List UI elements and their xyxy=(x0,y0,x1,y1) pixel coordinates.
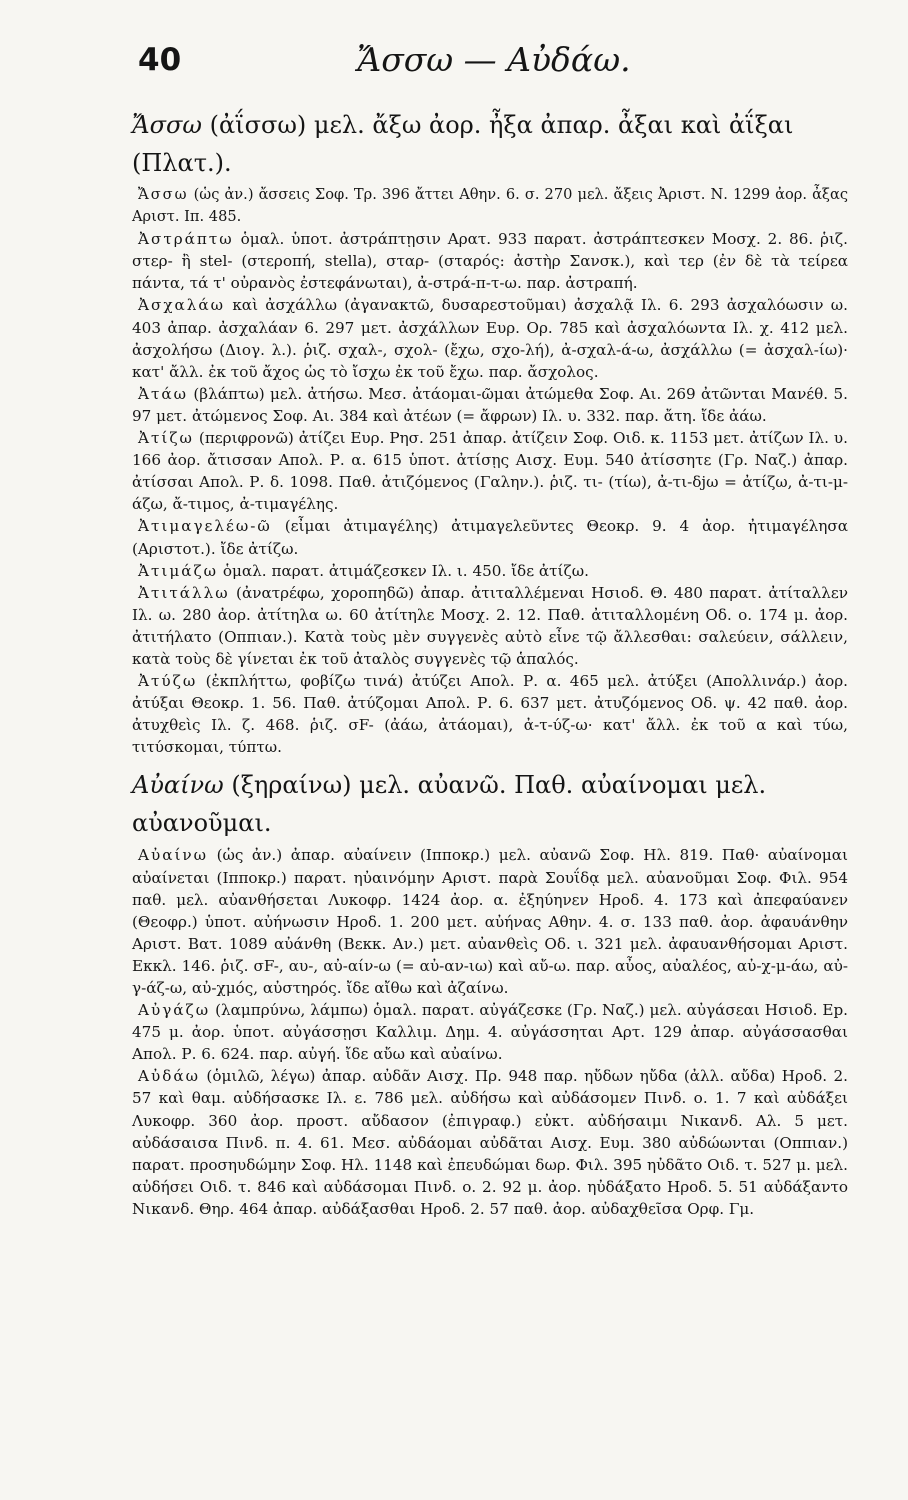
dictionary-entry xyxy=(132,383,848,427)
entry-text: (ὁμιλῶ, λέγω) ἀπαρ. αὐδᾶν Αισχ. Πρ. 948 παρ. ηὔδων ηὔδα (ἀλλ. αὔδα) Ηροδ. 2. 57 καὶ θαμ. αὐδήσασκε Ιλ. ε. 786 μελ. αὐδήσω καὶ αὐδάσομεν Πινδ. ο. 1. 7 καὶ αὐδάξει Λυκοφρ. 360 ἀορ. προστ. αὔδασον (ἐπιγραφ.) εὐκτ. αὐδήσαιμι Νικανδ. Αλ. 5 μετ. αὐδάσαισα Πινδ. π. 4. 61. Μεσ. αὐδάομαι αὐδᾶται Αισχ. Ευμ. 380 αὐδώωνται (Οππιαν.) παρατ. προσηυδώμην Σοφ. Ηλ. 1148 καὶ ἐπευδώμαι δωρ. Φιλ. 395 ηὐδᾶτο Οιδ. τ. 527 μ. μελ. αὐδήσει Οιδ. τ. 846 καὶ αὐδάσομαι Πινδ. ο. 2. 92 μ. ἀορ. ηὐδάξατο Ηροδ. 5. 51 αὐδάξαντο Νικανδ. Θηρ. 464 ἀπαρ. αὐδάξασθαι Ηροδ. 2. 57 παθ. ἀορ. αὐδαχθεῖσα Ορφ. Γμ. xyxy=(132,1067,848,1218)
dictionary-entry xyxy=(132,844,848,999)
entry-lemma: Αὐαίνω xyxy=(138,846,209,865)
entry-text: (ὡς ἀν.) ἀπαρ. αὐαίνειν (Ιπποκρ.) μελ. αὐανῶ Σοφ. Ηλ. 819. Παθ· αὐαίνομαι αὐαίνεται (Ιπποκρ.) παρατ. ηὐαινόμην Αριστ. παρὰ Σουΐδᾳ μελ. αὐανοῦμαι Σοφ. Φιλ. 954 παθ. μελ. αὐανθήσεται Λυκοφρ. 1424 ἀορ. α. ἐξηύηνεν Ηροδ. 4. 173 καὶ ἀπεφαύανεν (Θεοφρ.) ὑποτ. αὐήνωσιν Ηροδ. 1. 200 μετ. αὐήνας Αθην. 4. σ. 133 παθ. ἀορ. ἀφαυάνθην Αριστ. Βατ. 1089 αὐάνθη (Βεκκ. Αν.) μετ. αὐανθεὶς Οδ. ι. 321 μελ. ἀφαυανθήσομαι Αριστ. Εκκλ. 146. ῥιζ. σF-, αυ-, αὐ-αίν-ω (= αὐ-αν-ιω) καὶ αὔ-ω. παρ. αὖος, αὐαλέος, αὐ-χ-μ-άω, αὐ-γ-άζ-ω, αὐ-χμός, αὐστηρός. ἴδε αἴθω καὶ ἀζαίνω. xyxy=(132,846,848,997)
section-headword: Αὐαίνω xyxy=(132,771,224,800)
dictionary-entry xyxy=(132,582,848,670)
running-title: Ἄσσω — Αὐδάω. xyxy=(357,40,631,79)
entry-text: (ἀνατρέφω, χοροπηδῶ) ἀπαρ. ἀτιταλλέμεναι Ησιοδ. Θ. 480 παρατ. ἀτίταλλεν Ιλ. ω. 280 ἀορ. ἀτίτηλα ω. 60 ἀτίτηλε Μοσχ. 2. 12. Παθ. ἀτιταλλομένη Οδ. ο. 174 μ. ἀορ. ἀτιτήλατο (Οππιαν.). Κατὰ τοὺς μὲν συγγενὲς αὐτὸ εἶνε τῷ ἄλλεσθαι: σαλεύειν, σάλλειν, κατὰ τοὺς δὲ γίνεται ἐκ τοῦ ἀταλὸς συγγενὲς τῷ ἁπαλός. xyxy=(132,583,848,668)
dictionary-entry xyxy=(132,670,848,758)
dictionary-entry xyxy=(132,515,848,559)
entry-lemma: Ἀτιτάλλω xyxy=(138,583,230,602)
entry-lemma: Ἀτιμαγελέω-ῶ xyxy=(138,517,272,536)
entry-text: (λαμπρύνω, λάμπω) ὁμαλ. παρατ. αὐγάζεσκε (Γρ. Ναζ.) μελ. αὐγάσεαι Ησιοδ. Εp. 475 μ. ἀορ. ὑποτ. αὐγάσσῃσι Καλλιμ. Δημ. 4. αὐγάσσηται Αρτ. 129 ἀπαρ. αὐγάσσασθαι Απολ. Ρ. 6. 624. παρ. αὐγή. ἴδε αὔω καὶ αὐαίνω. xyxy=(132,1001,848,1064)
entry-lemma: Ἄσσω xyxy=(138,186,189,203)
entry-lemma: Ἀτιμάζω xyxy=(138,561,219,580)
section-headline xyxy=(132,106,848,182)
dictionary-entry xyxy=(132,228,848,294)
entry-lemma: Ἀτάω xyxy=(138,384,189,403)
entry-lemma: Ἀστράπτω xyxy=(138,230,234,249)
section-headline xyxy=(132,766,848,842)
section-headword: Ἄσσω xyxy=(132,111,202,139)
section-headline-text: (ἀΐσσω) μελ. ἄξω ἀορ. ἦξα ἀπαρ. ἆξαι καὶ ἀΐξαι (Πλατ.). xyxy=(132,111,794,177)
dictionary-entry xyxy=(132,294,848,382)
page-number: 40 xyxy=(138,42,182,78)
entry-text: (ἐκπλήττω, φοβίζω τινά) ἀτύζει Απολ. Ρ. α. 465 μελ. ἀτύξει (Απολλινάρ.) ἀορ. ἀτύξαι Θεοκρ. 1. 56. Παθ. ἀτύζομαι Απολ. Ρ. 6. 637 μετ. ἀτυζόμενος Οδ. ψ. 42 παθ. ἀορ. ἀτυχθεὶς Ιλ. ζ. 468. ῥιζ. σF- (ἀάω, ἀτάομαι), ἀ-τ-ύζ-ω· κατ' ἄλλ. ἐκ τοῦ α καὶ τύω, τιτύσκομαι, τύπτω. xyxy=(132,672,848,757)
entry-text: (βλάπτω) μελ. ἀτήσω. Μεσ. ἀτάομαι-ῶμαι ἀτώμεθα Σοφ. Αι. 269 ἀτῶνται Μανέθ. 5. 97 μετ. ἀτώμενος Σοφ. Αι. 384 καὶ ἀτέων (= ἄφρων) Ιλ. υ. 332. παρ. ἄτη. ἴδε ἀάω. xyxy=(132,384,848,425)
entry-lemma: Αὐδάω xyxy=(138,1067,200,1086)
section-headline-text: (ξηραίνω) μελ. αὐανῶ. Παθ. αὐαίνομαι μελ. αὐανοῦμαι. xyxy=(132,771,767,838)
dictionary-entry xyxy=(132,1065,848,1220)
entry-lemma: Αὐγάζω xyxy=(138,1001,211,1020)
dictionary-entry xyxy=(132,560,848,582)
entry-text: ὁμαλ. παρατ. ἀτιμάζεσκεν Ιλ. ι. 450. ἴδε ἀτίζω. xyxy=(218,561,589,580)
entry-text: (ὡς ἀν.) ἄσσεις Σοφ. Τρ. 396 ἄττει Αθην. 6. σ. 270 μελ. ἄξεις Ἀριστ. Ν. 1299 ἀορ. ἆξας Αριστ. Ιπ. 485. xyxy=(132,186,848,226)
entry-text: ὁμαλ. ὑποτ. ἀστράπτῃσιν Αρατ. 933 παρατ. ἀστράπτεσκεν Μοσχ. 2. 86. ῥιζ. στερ- ἢ stel- (στεροπή, stella), σταρ- (σταρός: ἀστὴρ Σανσκ.), καὶ τερ (ἐν δὲ τὰ τείρεα πάντα, τά τ' οὐρανὸς ἐστεφάνωται), ἀ-στρά-π-τ-ω. παρ. ἀστραπή. xyxy=(132,230,848,293)
entry-text: (περιφρονῶ) ἀτίζει Ευρ. Ρησ. 251 ἀπαρ. ἀτίζειν Σοφ. Οιδ. κ. 1153 μετ. ἀτίζων Ιλ. υ. 166 ἀορ. ἄτισσαν Απολ. Ρ. α. 615 ὑποτ. ἀτίσῃς Αισχ. Ευμ. 540 ἀτίσσητε (Γρ. Ναζ.) ἀπαρ. ἀτίσσαι Απολ. Ρ. δ. 1098. Παθ. ἀτιζόμενος (Γαλην.). ῥιζ. τι- (τίω), ἀ-τι-δjω = ἀτίζω, ἀ-τι-μ-άζω, ἄ-τιμος, ἀ-τιμαγέλης. xyxy=(132,429,848,514)
entry-lemma: Ἀσχαλάω xyxy=(138,296,226,315)
dictionary-entry xyxy=(132,999,848,1065)
entry-lemma: Ἀτύζω xyxy=(138,672,198,691)
page-header xyxy=(132,34,848,86)
dictionary-entry xyxy=(132,184,848,228)
entry-text: καὶ ἀσχάλλω (ἀγανακτῶ, δυσαρεστοῦμαι) ἀσχαλᾷ Ιλ. 6. 293 ἀσχαλόωσιν ω. 403 ἀπαρ. ἀσχαλάαν 6. 297 μετ. ἀσχάλλων Ευρ. Ορ. 785 καὶ ἀσχαλόωντα Ιλ. χ. 412 μελ. ἀσχολήσω (Διογ. λ.). ῥιζ. σχαλ-, σχολ- (ἔχω, σχο-λή), ἀ-σχαλ-ά-ω, ἀσχάλλω (= ἀσχαλ-ίω)· κατ' ἄλλ. ἐκ τοῦ ἄχος ὡς τὸ ἴσχω ἐκ τοῦ ἔχω. παρ. ἄσχολος. xyxy=(132,296,848,381)
entry-text: (εἶμαι ἀτιμαγέλης) ἀτιμαγελεῦντες Θεοκρ. 9. 4 ἀορ. ἠτιμαγέλησα (Αριστοτ.). ἴδε ἀτίζω. xyxy=(132,517,848,558)
dictionary-entry xyxy=(132,427,848,515)
entry-lemma: Ἀτίζω xyxy=(138,429,194,448)
